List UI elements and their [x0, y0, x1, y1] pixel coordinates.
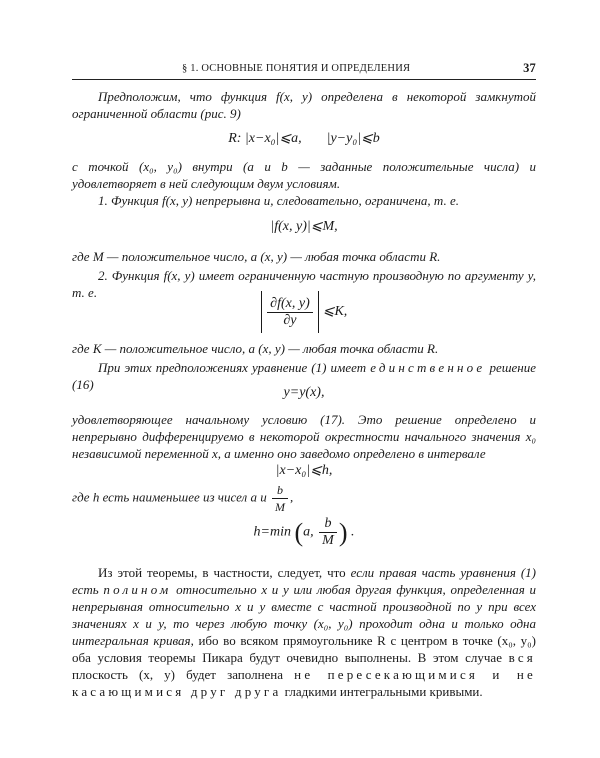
derivative-numerator: ∂f(x, y): [267, 296, 313, 313]
derivative-fraction: [267, 296, 313, 329]
b-over-m-denominator: M: [274, 500, 285, 514]
corollary-plane: плоскость (x, y) будет заполнена: [72, 667, 284, 682]
paragraph-k-definition: где K — положительное число, а (x, y) — любая точка области R.: [72, 341, 439, 356]
corollary-intro: Из этой теоремы, в частности, следует, что: [98, 565, 346, 580]
paragraph-assumption: Предположим, что функция f(x, y) определена в некоторой замкнутой ограниченной области (рис. 9): [72, 89, 536, 121]
paragraph-m-definition: где M — положительное число, а (x, y) — любая точка области R.: [72, 249, 441, 264]
header-rule: [72, 79, 536, 80]
corollary-statement: относительно x и y или любая другая функция, определенная и непрерывная относительно x и y вместе с частной производной по y при всех значениях x и y, то через любую точку (x₀, y₀) проходит одна и только одна интегральная кривая,: [72, 582, 536, 648]
formula-bound-m: |f(x, y)|⩽M,: [270, 219, 338, 234]
paragraph-point-inside: с точкой (x₀, y₀) внутри (a и b — заданные положительные числа) и удовлетворяет в ней следующим двум условиям.: [72, 159, 536, 191]
h-min-period: .: [350, 524, 355, 540]
corollary-reason: ибо во всяком прямоугольнике R с центром в точке (x₀, y₀) оба условия теоремы Пикара будут очевидно выполнены. В этом случае: [72, 633, 537, 665]
derivative-bound-rest: ⩽K,: [322, 304, 348, 320]
paragraph-initial-condition: удовлетворяющее начальному условию (17). Это решение определено и непрерывно дифференцируемо в некоторой окрестности начального значения x₀ независимой переменной x, а именно оно заведомо определено в интервале: [72, 412, 536, 461]
emphasis-non-intersecting: не пересекающимися и не касающимися друг друга: [72, 667, 536, 699]
page-number: 37: [523, 61, 536, 75]
h-min-open-paren: (: [294, 518, 304, 547]
unique-solution-tail: решение (16): [72, 360, 537, 392]
paragraph-corollary: [72, 564, 536, 700]
abs-bar-left: [261, 291, 262, 333]
h-min-lhs: h=min: [253, 524, 291, 540]
corollary-end: гладкими интегральными кривыми.: [284, 684, 483, 699]
emphasis-polynomial: полином: [103, 582, 172, 597]
emphasis-whole: вся: [508, 650, 536, 665]
paragraph-condition-2: 2. Функция f(x, y) имеет ограниченную частную производную по аргументу y, т. е.: [72, 268, 536, 300]
formula-interval: |x−x₀|⩽h,: [275, 463, 333, 478]
running-header: [72, 62, 536, 80]
formula-derivative-bound: [72, 291, 536, 333]
h-definition-text: где h есть наименьшее из чисел a и: [72, 489, 267, 505]
b-over-m-fraction: [272, 482, 288, 515]
formula-h-min: [72, 516, 536, 549]
derivative-denominator: ∂y: [283, 312, 297, 328]
b-over-m-numerator: b: [272, 482, 288, 499]
section-title: § 1. ОСНОВНЫЕ ПОНЯТИЯ И ОПРЕДЕЛЕНИЯ: [182, 63, 411, 74]
abs-bar-right: [318, 291, 319, 333]
h-definition-comma: ,: [289, 489, 294, 505]
page-body: [72, 88, 537, 699]
formula-region-r: [72, 130, 536, 147]
unique-solution-lead: При этих предположениях уравнение (1) имеет: [98, 360, 367, 375]
h-min-numerator: b: [319, 516, 337, 533]
formula-region-r-right: |y−y₀|⩽b: [326, 131, 380, 146]
formula-region-r-left: R: |x−x₀|⩽a,: [228, 131, 302, 146]
corollary-condition: если правая часть уравнения (1) есть: [72, 565, 536, 597]
emphasis-unique: единственное: [370, 360, 486, 375]
h-min-fraction: [319, 516, 337, 549]
h-min-close-paren: ): [338, 518, 348, 547]
formula-solution: y=y(x),: [283, 385, 325, 400]
paragraph-condition-1: 1. Функция f(x, y) непрерывна и, следовательно, ограничена, т. е.: [98, 193, 459, 208]
h-min-denominator: M: [322, 533, 334, 548]
paragraph-h-definition: [72, 482, 536, 515]
h-min-a: a,: [303, 524, 314, 540]
